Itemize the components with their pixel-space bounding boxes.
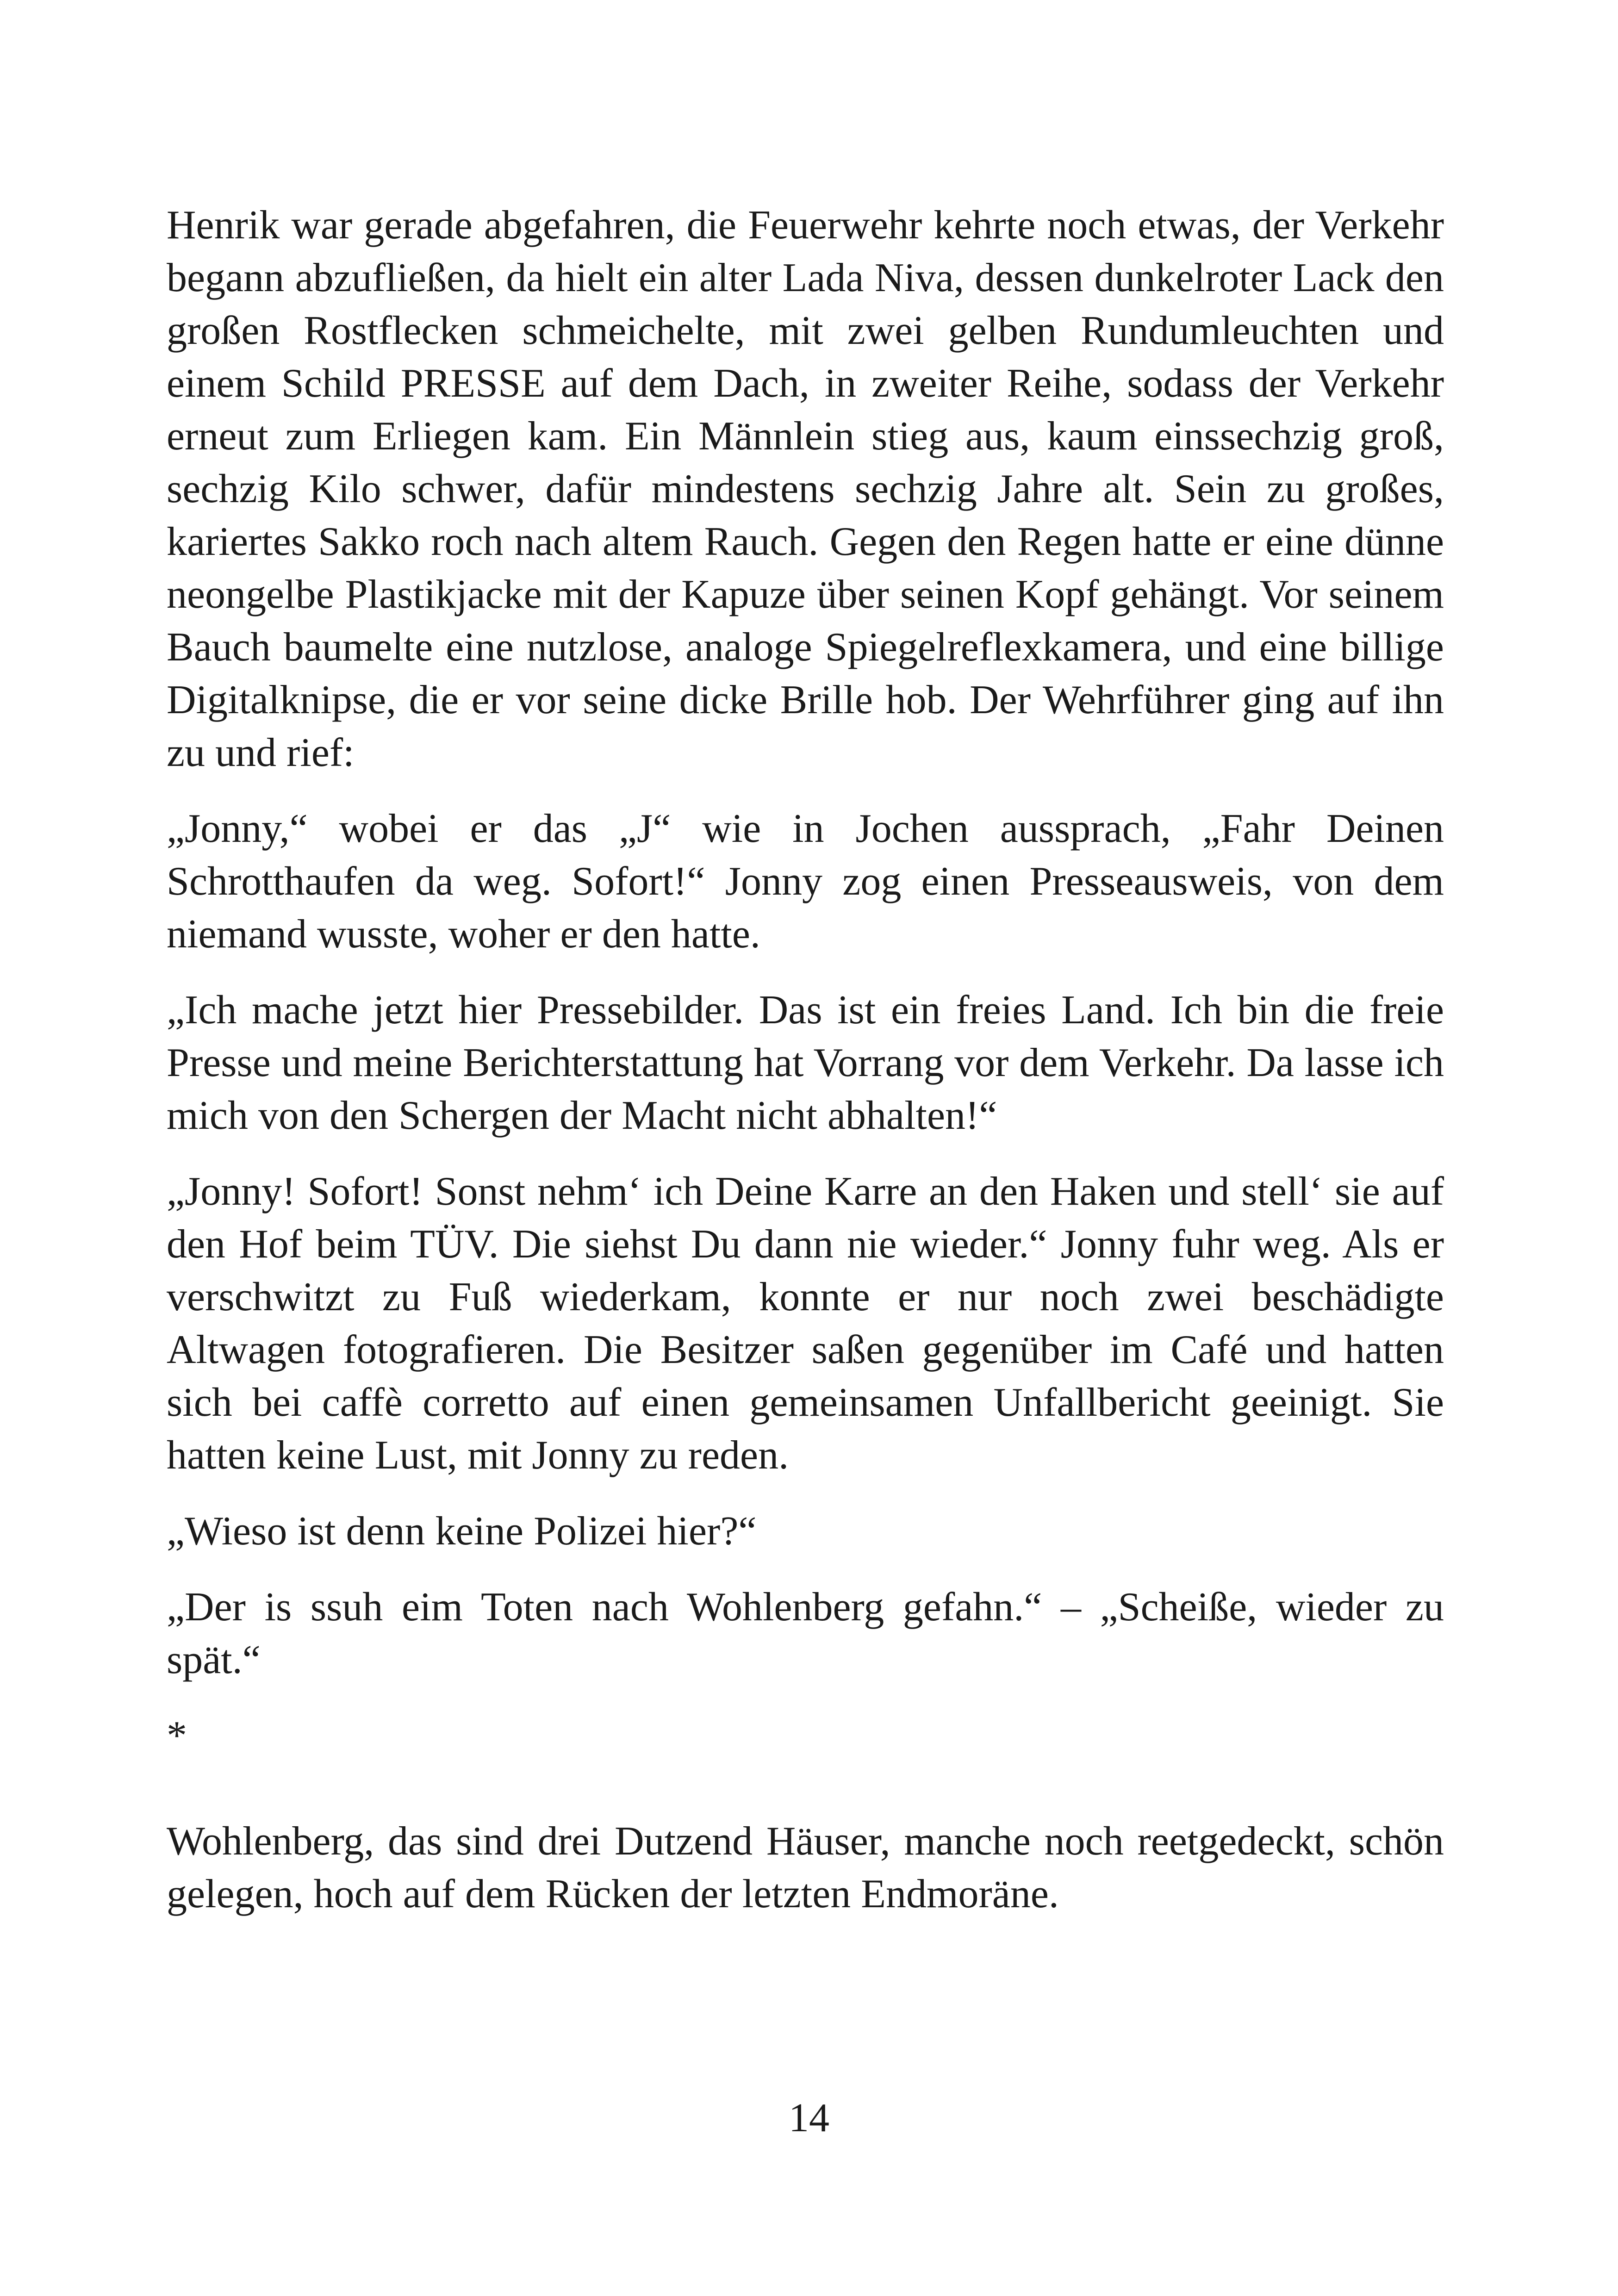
- paragraph-final: Wohlenberg, das sind drei Dutzend Häuser, manche noch reetgedeckt, schön gelegen, hoch auf dem Rücken der letzten Endmoräne.: [167, 1819, 1444, 1916]
- section-separator: *: [167, 1713, 187, 1758]
- paragraph-4: „Jonny! Sofort! Sonst nehm‘ ich Deine Karre an den Haken und stell‘ sie auf den Hof beim TÜV. Die siehst Du dann nie wieder.“ Jonny fuhr weg. Als er verschwitzt zu Fuß wiederkam, konnte er nur noch zwei beschädigte Altwagen fotografieren. Die Besitzer saßen gegenüber im Café und hatten sich bei caffè corretto auf einen gemeinsamen Unfallbericht geeinigt. Sie hatten keine Lust, mit Jonny zu reden.: [167, 1169, 1444, 1478]
- page-body: [167, 199, 1444, 1921]
- page-number: 14: [789, 2096, 829, 2140]
- paragraph-5: „Wieso ist denn keine Polizei hier?“: [167, 1509, 757, 1554]
- paragraph-3: „Ich mache jetzt hier Pressebilder. Das ist ein freies Land. Ich bin die freie Presse und meine Berichterstattung hat Vorrang vor dem Verkehr. Da lasse ich mich von den Schergen der Macht nicht abhalten!“: [167, 988, 1444, 1138]
- paragraph-1: Henrik war gerade abgefahren, die Feuerwehr kehrte noch etwas, der Verkehr begann abzufließen, da hielt ein alter Lada Niva, dessen dunkelroter Lack den großen Rostflecken schmeichelte, mit zwei gelben Rundumleuchten und einem Schild PRESSE auf dem Dach, in zweiter Reihe, sodass der Verkehr erneut zum Erliegen kam. Ein Männlein stieg aus, kaum einssechzig groß, sechzig Kilo schwer, dafür mindestens sechzig Jahre alt. Sein zu großes, kariertes Sakko roch nach altem Rauch. Gegen den Regen hatte er eine dünne neongelbe Plastikjacke mit der Kapuze über seinen Kopf gehängt. Vor seinem Bauch baumelte eine nutzlose, analoge Spiegelreflexkamera, und eine billige Digitalknipse, die er vor seine dicke Brille hob. Der Wehrführer ging auf ihn zu und rief:: [167, 203, 1444, 775]
- paragraph-6: „Der is ssuh eim Toten nach Wohlenberg gefahn.“ – „Scheiße, wieder zu spät.“: [167, 1585, 1444, 1682]
- paragraph-2: „Jonny,“ wobei er das „J“ wie in Jochen aussprach, „Fahr Deinen Schrotthaufen da weg. Sofort!“ Jonny zog einen Presseausweis, von dem niemand wusste, woher er den hatte.: [167, 806, 1444, 957]
